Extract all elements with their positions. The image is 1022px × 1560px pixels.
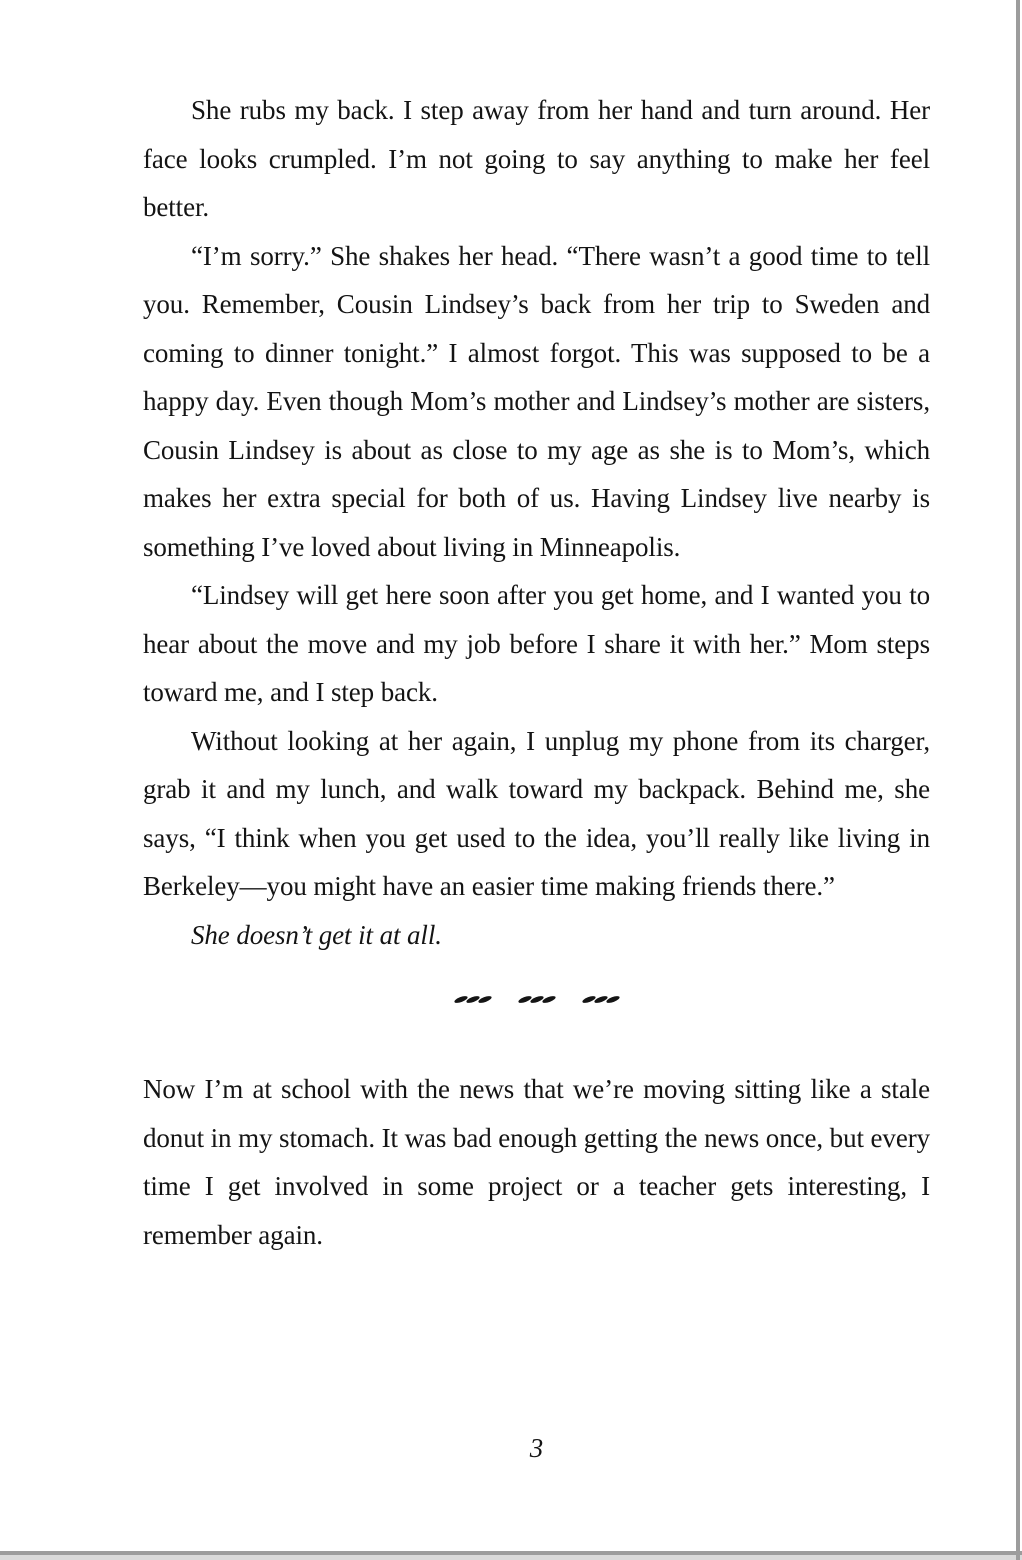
- dash-group: [582, 997, 620, 1002]
- paragraph-4: Without looking at her again, I unplug my phone from its charger, grab it and my lunch, and walk toward my backpack. Behind me, she says, “I think when you get used to the idea, you’ll really like living in Berkeley—you might have an easier time making friends there.”: [143, 725, 930, 901]
- paragraph-2: “I’m sorry.” She shakes her head. “There wasn’t a good time to tell you. Remember, Cousin Lindsey’s back from her trip to Sweden and coming to dinner tonight.” I almost forgot. This was supposed to be a happy day. Even though Mom’s mother and Lindsey’s mother are sisters, Cousin Lindsey is about as close to my age as she is to Mom’s, which makes her extra special for both of us. Having Lindsey live nearby is something I’ve loved about living in Minneapolis.: [143, 240, 930, 562]
- page-edge-bottom-shadow: [0, 1555, 1022, 1560]
- paragraph-internal-thought: She doesn’t get it at all.: [191, 919, 442, 950]
- dash-group: [454, 997, 492, 1002]
- page-edge-right: [1016, 0, 1020, 1560]
- text-column: [143, 86, 930, 1259]
- scene-break-ornament: [143, 975, 930, 1023]
- dash-group: [518, 997, 556, 1002]
- page-edge-bottom: [0, 1551, 1022, 1555]
- paragraph-1: She rubs my back. I step away from her hand and turn around. Her face looks crumpled. I’m not going to say anything to make her feel better.: [143, 95, 930, 222]
- page-number: 3: [529, 1433, 544, 1463]
- paragraph-3: “Lindsey will get here soon after you get home, and I wanted you to hear about the move and my job before I share it with her.” Mom steps toward me, and I step back.: [143, 580, 930, 707]
- paragraph-after-break: Now I’m at school with the news that we’re moving sitting like a stale donut in my stomach. It was bad enough getting the news once, but every time I get involved in some project or a teacher gets interesting, I remember again.: [143, 1074, 930, 1250]
